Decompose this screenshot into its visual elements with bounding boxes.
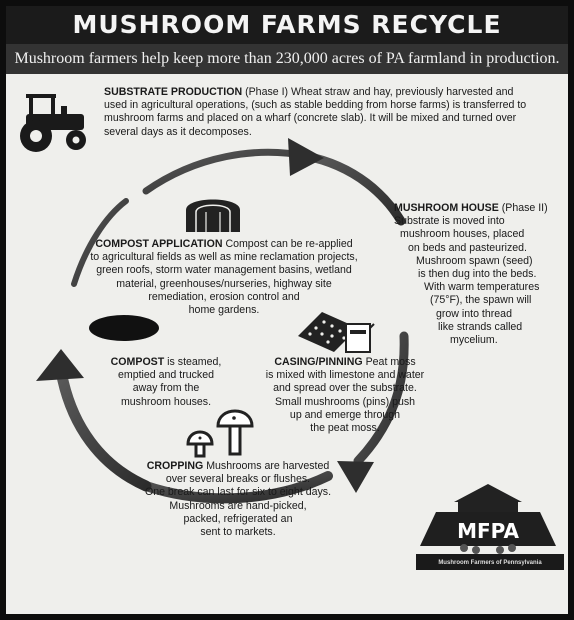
step-text: (75°F), the spawn will xyxy=(430,294,532,307)
step-text: Peat moss xyxy=(365,356,416,368)
page-title: MUSHROOM FARMS RECYCLE xyxy=(6,6,568,44)
step-heading: COMPOST xyxy=(110,356,165,368)
step-heading: MUSHROOM HOUSE xyxy=(394,202,499,214)
step-text: Compost can be re-applied xyxy=(225,238,353,250)
step-text: green roofs, storm water management basins, wetland xyxy=(96,264,352,277)
step-text: Mushrooms are harvested xyxy=(206,460,330,472)
step-text: over several breaks or flushes. xyxy=(165,473,311,486)
step-text: on beds and pasteurized. xyxy=(408,241,527,254)
step-heading: CROPPING xyxy=(146,460,204,472)
tractor-icon xyxy=(20,94,86,152)
step-heading: CASING/PINNING xyxy=(274,356,363,368)
step-phase: (Phase I) xyxy=(245,86,289,98)
step-text: used in agricultural operations, (such as stable bedding from horse farms) is transferred to xyxy=(104,99,527,112)
step-phase: (Phase II) xyxy=(501,202,548,214)
step-text: to agricultural fields as well as mine reclamation projects, xyxy=(90,251,358,264)
step-text: several days as it decomposes. xyxy=(104,125,252,138)
step-text: Small mushrooms (pins) push xyxy=(274,395,416,408)
step-text: grow into thread xyxy=(436,307,512,320)
step-text: mushroom houses. xyxy=(120,395,212,408)
step-text: remediation, erosion control and xyxy=(148,290,300,303)
page-subtitle: Mushroom farmers help keep more than 230,000 acres of PA farmland in production. xyxy=(6,44,568,74)
step-text: mushroom houses, placed xyxy=(400,228,525,241)
step-text: One break can last for six to eight days. xyxy=(144,486,332,499)
step-text: mycelium. xyxy=(450,334,498,347)
step-text: Mushrooms are hand-picked, xyxy=(169,499,307,512)
step-text: and spread over the substrate. xyxy=(273,382,417,395)
step-text: is then dug into the beds. xyxy=(418,268,537,281)
step-text: emptied and trucked xyxy=(118,369,214,382)
mfpa-logo-subtext: Mushroom Farmers of Pennsylvania xyxy=(438,560,542,566)
casing-tray-icon xyxy=(298,312,374,352)
step-text: sent to markets. xyxy=(200,526,276,539)
step-text: like strands called xyxy=(438,320,523,333)
step-text: the peat moss. xyxy=(310,422,380,435)
step-mushroom-house xyxy=(386,202,564,347)
step-text: With warm temperatures xyxy=(424,281,540,294)
step-text: home gardens. xyxy=(188,304,260,317)
step-substrate-production xyxy=(104,86,544,139)
step-text: away from the xyxy=(132,382,200,395)
step-text: Substrate is moved into xyxy=(394,215,505,228)
step-cropping xyxy=(108,460,368,539)
step-text: is mixed with limestone and water xyxy=(265,369,425,382)
step-text: Mushroom spawn (seed) xyxy=(416,254,533,267)
compost-pile-icon xyxy=(89,315,159,341)
step-text: is steamed, xyxy=(167,356,222,368)
step-compost xyxy=(86,356,246,409)
mushrooms-icon xyxy=(188,411,252,456)
step-text: material, greenhouses/nurseries, highway site xyxy=(116,277,332,290)
step-casing-pinning xyxy=(252,356,438,435)
step-compost-application xyxy=(84,238,364,317)
step-text: up and emerge through xyxy=(289,408,401,421)
mushroom-house-icon xyxy=(186,200,240,233)
mfpa-logo-text: MFPA xyxy=(457,519,519,543)
step-heading: COMPOST APPLICATION xyxy=(95,238,223,250)
step-text: packed, refrigerated an xyxy=(183,512,293,525)
step-heading: SUBSTRATE PRODUCTION xyxy=(104,86,243,98)
step-text: mushroom farms and placed on a wharf (concrete slab). It will be mixed and turned over xyxy=(104,112,517,125)
step-text: Wheat straw and hay, previously harvested and xyxy=(291,86,514,98)
infographic xyxy=(6,6,568,614)
